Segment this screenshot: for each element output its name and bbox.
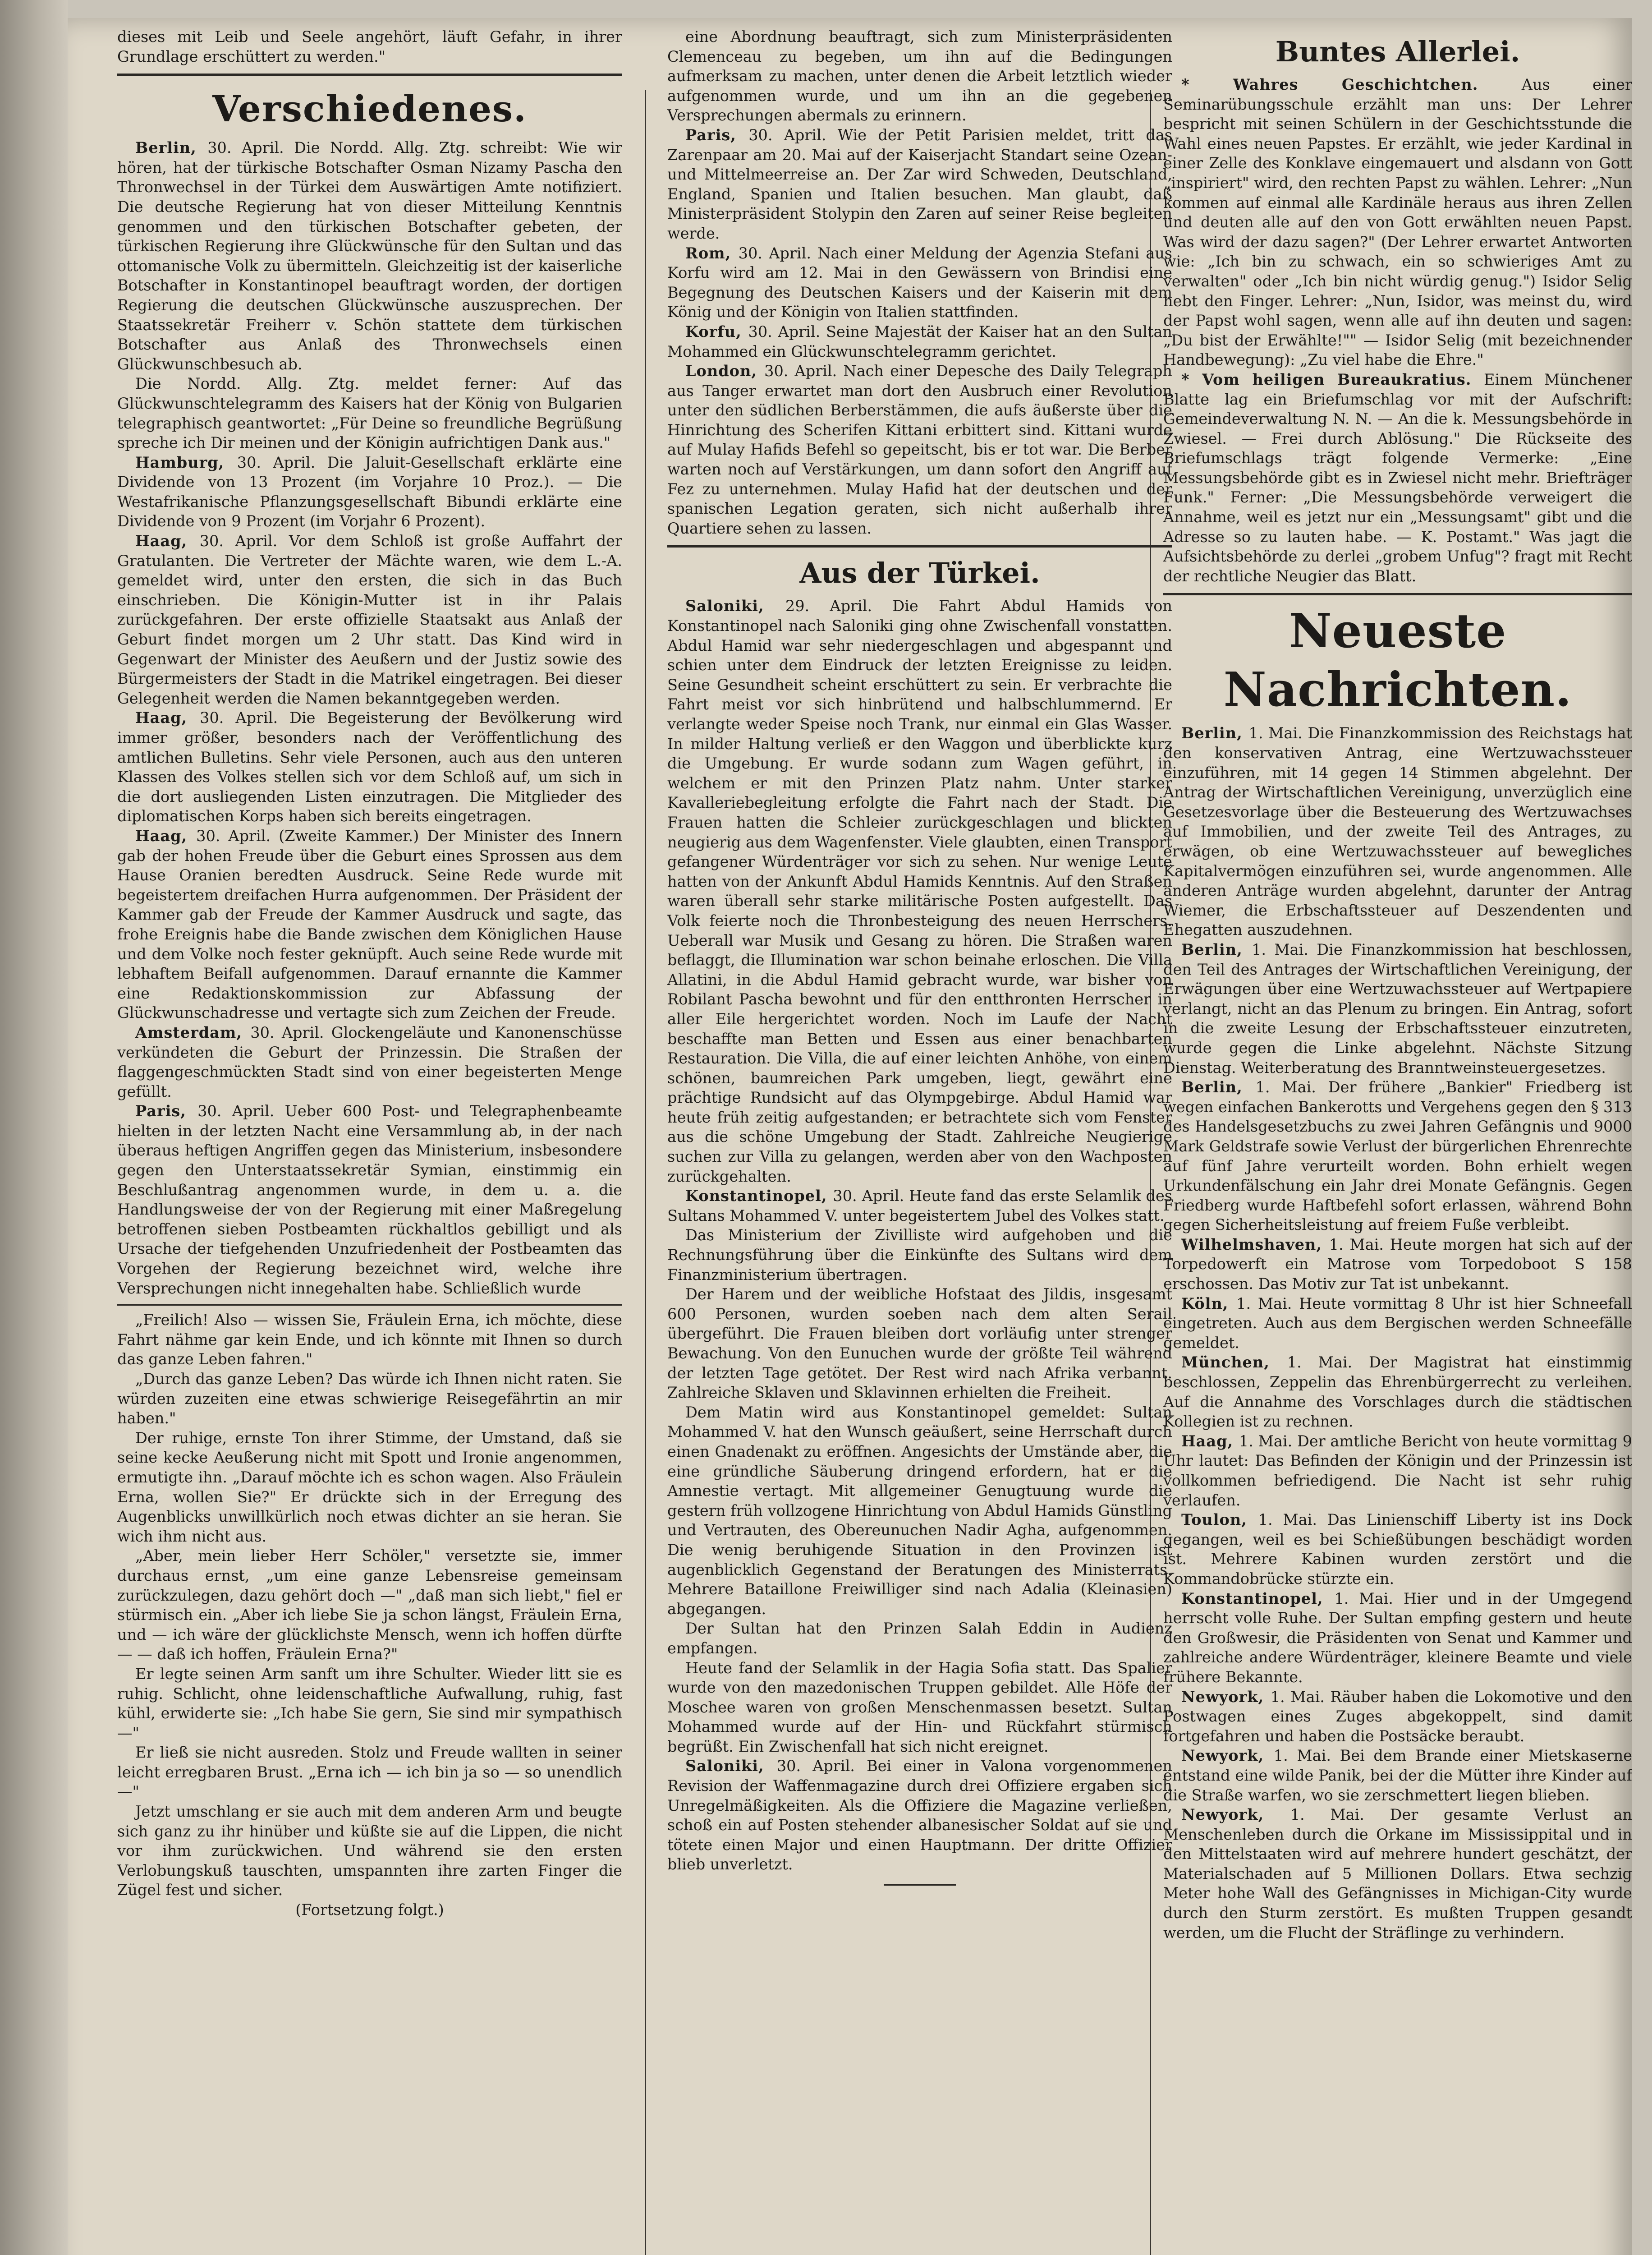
- article-paragraph: [117, 531, 622, 708]
- article-paragraph: [667, 27, 1172, 125]
- news-list: [1163, 75, 1632, 586]
- article-text: 30. April. (Zweite Kammer.) Der Minister des Innern gab der hohen Freude über die Geburt eines Sprossen aus dem Hause Oranien beredten Ausdruck. Seine Rede wurde mit begeistertem dreifachen Hurra aufgenommen. Der Präsident der Kammer gab der Freude der Kammer Ausdruck und sagte, das frohe Ereignis habe die Bande zwischen dem Königlichen Hause und dem Volke noch fester geknüpft. Auch seine Rede wurde mit lebhaftem Beifall aufgenommen. Darauf ernannte die Kammer eine Redaktionskommission zur Abfassung der Glückwunschadresse und vertagte sich zum Zeichen der Freude.: [117, 827, 622, 1022]
- column-2: [667, 27, 1172, 2255]
- dateline: Haag,: [135, 532, 200, 550]
- article-text: 30. April. Vor dem Schloß ist große Auffahrt der Gratulanten. Die Vertreter der Mächte waren, wie dem L.-A. gemeldet wird, unter den ersten, die sich in das Buch einschrieben. Die Königin-Mutter ist in ihr Palais zurückgefahren. Der erste offizielle Staatsakt aus Anlaß der Geburt findet morgen um 2 Uhr statt. Das Kind wird in Gegenwart der Minister des Aeußern und der Justiz sowie des Bürgermeisters der Stadt in die Matrikel eingetragen. Bei dieser Gelegenheit werden die Namen bekanntgegeben werden.: [117, 532, 622, 707]
- intro-text: dieses mit Leib und Seele angehört, läuft Gefahr, in ihrer Grundlage erschüttert zu werden.": [117, 28, 622, 65]
- dateline: Newyork,: [1181, 1806, 1290, 1824]
- dateline: Wilhelmshaven,: [1181, 1235, 1329, 1253]
- dateline: Konstantinopel,: [685, 1187, 833, 1205]
- article-text: 1. Mai. Der frühere „Bankier" Friedberg ist wegen einfachen Bankerotts und Vergehens gegen den § 313 des Handelsgesetzbuchs zu zwei Jahren Gefängnis und 9000 Mark Geldstrafe sowie Verlust der bürgerlichen Ehrenrechte auf fünf Jahre verurteilt worden. Bohn erhielt wegen Urkundenfälschung ein Jahr drei Monate Gefängnis. Gegen Friedberg wurde Haftbefehl sofort erlassen, während Bohn gegen Sicherheitsleistung auf freiem Fuße verbleibt.: [1163, 1078, 1632, 1234]
- dateline: Konstantinopel,: [1181, 1589, 1335, 1607]
- dateline: London,: [685, 362, 765, 380]
- end-rule: [884, 1884, 956, 1886]
- section-heading-buntes-allerlei: Buntes Allerlei.: [1275, 35, 1520, 68]
- article-text: 29. April. Die Fahrt Abdul Hamids von Konstantinopel nach Saloniki ging ohne Zwischenfall vonstatten. Abdul Hamid war sehr niedergeschlagen und abgespannt und schien unter dem Eindruck der letzten Ereignisse zu leiden. Seine Gesundheit scheint erschüttert zu sein. Er verbrachte die Fahrt meist vor sich hinbrütend und halbschlummernd. Er verlangte weder Speise noch Trank, nur einmal ein Glas Wasser. In milder Haltung verließ er den Waggon und überblickte kurz die Umgebung. Er wurde sodann zum Wagen geführt, in welchem er mit den Prinzen Platz nahm. Unter starker Kavalleriebegleitung erfolgte die Fahrt nach der Stadt. Die Frauen hatten die Schleier zurückgeschlagen und blickten neugierig aus dem Wagenfenster. Viele glaubten, einen Transport gefangener Würdenträger vor sich zu sehen. Nur wenige Leute hatten von der Ankunft Abdul Hamids Kenntnis. Auf den Straßen waren überall sehr starke militärische Posten aufgestellt. Das Volk feierte noch die Thronbesteigung des neuen Herrschers. Ueberall war Musik und Gesang zu hören. Die Straßen waren beflaggt, die Illumination war schon beinahe erloschen. Die Villa Allatini, in die Abdul Hamid gebracht wurde, war bisher von Robilant Pascha bewohnt und für den entthronten Herrscher in aller Eile hergerichtet worden. Noch im Laufe der Nacht beschaffte man Betten und Essen aus einer benachbarten Restauration. Die Villa, die auf einer leichten Anhöhe, von einem schönen, baumreichen Park umgeben, liegt, gewährt eine prächtige Rundsicht auf das Olympgebirge. Abdul Hamid war heute früh zeitig aufgestanden; er betrachtete sich vom Fenster aus die schöne Umgebung der Stadt. Zahlreiche Neugierige suchen zur Villa zu gelangen, werden aber von den Wachposten zurückgehalten.: [667, 597, 1172, 1185]
- section-heading-verschiedenes: Verschiedenes.: [212, 87, 527, 130]
- article-paragraph: [667, 1186, 1172, 1225]
- article-text: Heute fand der Selamlik in der Hagia Sofia statt. Das Spalier wurde von den mazedonischen Truppen gebildet. Alle Höfe der Moschee waren von großen Menschenmassen besetzt. Sultan Mohammed wurde auf der Hin- und Rückfahrt stürmisch begrüßt. Ein Zwischenfall hat sich nicht ereignet.: [667, 1659, 1172, 1755]
- dateline: Korfu,: [685, 322, 748, 341]
- article-text: 30. April. Ueber 600 Post- und Telegraphenbeamte hielten in der letzten Nacht eine Versammlung ab, in der nach überaus heftigen Angriffen gegen das Ministerium, insbesondere gegen den Unterstaatssekretär Symian, einstimmig ein Beschlußantrag angenommen wurde, in dem u. a. die Handlungsweise der von der Regierung mit einer Maßregelung betroffenen sieben Postbeamten rückhaltlos gebilligt und als Ursache der tiefgehenden Unzufriedenheit der Postbeamten das Vorgehen der Regierung bezeichnet wird, welche ihre Versprechungen nicht innegehalten habe. Schließlich wurde: [117, 1102, 622, 1297]
- dateline: * Wahres Geschichtchen.: [1181, 76, 1522, 93]
- article-text: Aus einer Seminarübungsschule erzählt man uns: Der Lehrer bespricht mit seinen Schülern in der Geschichtsstunde die Wahl eines neuen Papstes. Er erzählt, wie jeder Kardinal in einer Zelle des Konklave eingemauert und alsdann von Gott „inspiriert" wird, den rechten Papst zu wählen. Lehrer: „Nun kommen auf einmal alle Kardinäle heraus aus ihren Zellen und deuten alle auf den von Gott erwählten neuen Papst. Was wird der dazu sagen?" (Der Lehrer erwartet Antworten wie: „Ich bin zu schwach, ein so schwieriges Amt zu verwalten" oder „Ich bin nicht würdig genug.") Isidor Selig hebt den Finger. Lehrer: „Nun, Isidor, was meinst du, wird der Papst wohl sagen, wenn alle auf ihn deuten und sagen: „Du bist der Erwählte!"" — Isidor Selig (mit bezeichnender Handbewegung): „Zu viel habe die Ehre.": [1163, 76, 1632, 369]
- article-paragraph: [667, 1284, 1172, 1403]
- article-text: 30. April. Wie der Petit Parisien meldet, tritt das Zarenpaar am 20. Mai auf der Kaiserjacht Standart seine Ozean- und Mittelmeerreise an. Der Zar wird Schweden, Deutschland, England, Spanien und Italien besuchen. Man glaubt, daß Ministerpräsident Stolypin den Zaren auf seiner Reise begleiten werde.: [667, 126, 1172, 242]
- article-paragraph: [1163, 723, 1632, 940]
- article-paragraph: [667, 596, 1172, 1186]
- article-paragraph: [1163, 1805, 1632, 1942]
- article-text: 1. Mai. Heute vormittag 8 Uhr ist hier Schneefall eingetreten. Auch aus dem Bergischen werden Schneefälle gemeldet.: [1163, 1294, 1632, 1352]
- article-paragraph: [1163, 370, 1632, 586]
- dateline: Toulon,: [1181, 1511, 1258, 1529]
- article-paragraph: [117, 826, 622, 1023]
- dateline: Rom,: [685, 244, 739, 262]
- section-heading-tuerkei: Aus der Türkei.: [799, 557, 1040, 590]
- dateline: Haag,: [135, 709, 200, 727]
- article-text: 30. April. Glockengeläute und Kanonenschüsse verkündeten die Geburt der Prinzessin. Die Straßen der flaggengeschmückten Stadt sind von einer begeisterten Menge gefüllt.: [117, 1023, 622, 1100]
- story-paragraph: „Aber, mein lieber Herr Schöler," versetzte sie, immer durchaus ernst, „um eine ganze Lebensreise gemeinsam zurückzulegen, dazu gehört doch —" „daß man sich liebt," fiel er stürmisch ein. „Aber ich liebe Sie ja schon längst, Fräulein Erna, und — ich wäre der glücklichste Mensch, wenn ich hoffen dürfte — — daß ich hoffen, Fräulein Erna?": [117, 1547, 622, 1663]
- dateline: Köln,: [1181, 1294, 1237, 1312]
- section-heading-neueste-nachrichten: Neueste Nachrichten.: [1223, 603, 1572, 718]
- article-text: 1. Mai. Bei dem Brande einer Mietskaserne entstand eine wilde Panik, bei der die Mütter ihre Kinder auf die Straße warfen, wo sie zerschmettert liegen blieben.: [1163, 1747, 1632, 1804]
- story-paragraph: „Freilich! Also — wissen Sie, Fräulein Erna, ich möchte, diese Fahrt nähme gar kein Ende, und ich könnte mit Ihnen so durch das ganze Leben fahren.": [117, 1311, 622, 1368]
- column-1: [117, 27, 622, 2255]
- article-paragraph: [1163, 1077, 1632, 1235]
- article-text: Die Nordd. Allg. Ztg. meldet ferner: Auf das Glückwunschtelegramm des Kaisers hat der König von Bulgarien telegraphisch geantwortet: „Für Deine so freundliche Begrüßung spreche ich Dir meinen und der Königin aufrichtigen Dank aus.": [117, 375, 622, 452]
- dateline: München,: [1181, 1353, 1287, 1371]
- column-3: [1163, 27, 1632, 2255]
- article-text: Der Harem und der weibliche Hofstaat des Jildis, insgesamt 600 Personen, wurden soeben nach dem alten Serail übergeführt. Die Frauen bleiben dort vorläufig unter strenger Bewachung. Von den Eunuchen wurde der größte Teil während der letzten Tage getötet. Der Rest wird nach Afrika verbannt. Zahlreiche Sklaven und Sklavinnen erhielten die Freiheit.: [667, 1285, 1172, 1402]
- article-paragraph: [667, 1403, 1172, 1619]
- article-text: 30. April. Heute fand das erste Selamlik des Sultans Mohammed V. unter begeistertem Jubel des Volkes statt.: [667, 1187, 1172, 1224]
- dateline: Haag,: [1181, 1432, 1239, 1450]
- article-paragraph: [117, 1101, 622, 1298]
- article-text: 1. Mai. Räuber haben die Lokomotive und den Postwagen eines Zuges abgekoppelt, sind damit fortgefahren und haben die Postsäcke beraubt.: [1163, 1688, 1632, 1745]
- article-text: eine Abordnung beauftragt, sich zum Ministerpräsidenten Clemenceau zu begeben, um ihn auf die Bedingungen aufmerksam zu machen, unter denen die Arbeit letztlich wieder aufgenommen wurde, und um ihn an die gegebenen Versprechungen abermals zu erinnern.: [667, 28, 1172, 124]
- dateline: Saloniki,: [685, 1757, 777, 1775]
- article-paragraph: [117, 374, 622, 452]
- news-list: [667, 596, 1172, 1874]
- dateline: Newyork,: [1181, 1688, 1271, 1706]
- article-text: 1. Mai. Hier und in der Umgegend herrscht volle Ruhe. Der Sultan empfing gestern und heute den Großwesir, die Präsidenten von Senat und Kammer und zahlreiche andere Würdenträger, kleinere Beamte und viele frühere Bekannte.: [1163, 1589, 1632, 1686]
- divider: [117, 1304, 622, 1306]
- dateline: Saloniki,: [685, 597, 785, 615]
- dateline: Haag,: [135, 827, 197, 845]
- article-paragraph: [117, 138, 622, 374]
- article-paragraph: [1163, 1510, 1632, 1588]
- article-paragraph: [667, 1619, 1172, 1658]
- article-text: 1. Mai. Die Finanzkommission des Reichstags hat den konservativen Antrag, eine Wertzuwachssteuer einzuführen, mit 14 gegen 14 Stimmen abgelehnt. Der Antrag der Wirtschaftlichen Vereinigung, unverzüglich eine Gesetzesvorlage über die Besteuerung des Wertzuwachses auf Immobilien, und der zweite Teil des Antrages, zu erwägen, ob eine Wertzuwachssteuer auf bewegliches Kapitalvermögen einzuführen sei, wurde angenommen. Alle anderen Anträge wurden abgelehnt, darunter der Antrag Wiemer, die Erbschaftssteuer auf Deszendenten und Ehegatten auszudehnen.: [1163, 724, 1632, 939]
- article-paragraph: [1163, 75, 1632, 370]
- divider: [117, 74, 622, 76]
- dateline: Berlin,: [135, 139, 208, 157]
- article-paragraph: [1163, 940, 1632, 1077]
- article-text: 1. Mai. Das Linienschiff Liberty ist ins Dock gegangen, weil es bei Schießübungen beschädigt worden ist. Mehrere Kabinen wurden zerstört und die Kommandobrücke stürzte ein.: [1163, 1511, 1632, 1588]
- article-text: 1. Mai. Der Magistrat hat einstimmig beschlossen, Zeppelin das Ehrenbürgerrecht zu verleihen. Auf die Annahme des Vorschlages durch die städtischen Kollegien ist zu rechnen.: [1163, 1353, 1632, 1431]
- article-paragraph: [667, 244, 1172, 322]
- story-paragraph: „Durch das ganze Leben? Das würde ich Ihnen nicht raten. Sie würden zuzeiten eine etwas schwierige Reisegefährtin an mir haben.": [117, 1370, 622, 1427]
- article-paragraph: [667, 1225, 1172, 1284]
- article-text: 30. April. Seine Majestät der Kaiser hat an den Sultan Mohammed ein Glückwunschtelegramm gerichtet.: [667, 322, 1172, 360]
- article-text: 30. April. Die Nordd. Allg. Ztg. schreibt: Wie wir hören, hat der türkische Botschafter Osman Nizamy Pascha den Thronwechsel in der Türkei dem Auswärtigen Amte notifiziert. Die deutsche Regierung hat von dieser Mitteilung Kenntnis genommen und den türkischen Botschafter gebeten, der türkischen Regierung ihre Glückwünsche für den Sultan und das ottomanische Volk zu übermitteln. Gleichzeitig ist der kaiserliche Botschafter in Konstantinopel beauftragt worden, der dortigen Regierung die deutschen Glückwünsche auszusprechen. Der Staatssekretär Freiherr v. Schön stattete dem türkischen Botschafter aus Anlaß des Thronwechsels einen Glückwunschbesuch ab.: [117, 139, 622, 373]
- article-paragraph: [117, 708, 622, 826]
- article-text: 30. April. Die Jaluit-Gesellschaft erklärte eine Dividende von 13 Prozent (im Vorjahre 10 Proz.). — Die Westafrikanische Pflanzungsgesellschaft Bibundi erklärte eine Dividende von 9 Prozent (im Vorjahr 6 Prozent).: [117, 453, 622, 530]
- book-binding: [0, 0, 68, 2255]
- story-paragraph: Er ließ sie nicht ausreden. Stolz und Freude wallten in seiner leicht erregbaren Brust. „Erna ich — ich bin ja so — so unendlich —": [117, 1744, 622, 1801]
- article-paragraph: [1163, 1746, 1632, 1805]
- article-text: 30. April. Bei einer in Valona vorgenommenen Revision der Waffenmagazine durch drei Offiziere ergaben sich Unregelmäßigkeiten. Als die Offiziere die Magazine verließen, schoß ein auf Posten stehender albanesischer Soldat auf sie und tötete einen Major und einen Hauptmann. Der dritte Offizier blieb unverletzt.: [667, 1757, 1172, 1873]
- article-paragraph: [667, 1756, 1172, 1874]
- dateline: Amsterdam,: [135, 1023, 251, 1041]
- article-paragraph: [1163, 1589, 1632, 1687]
- article-paragraph: [1163, 1431, 1632, 1510]
- news-list: [667, 27, 1172, 538]
- article-text: 30. April. Die Begeisterung der Bevölkerung wird immer größer, besonders nach der Veröffentlichung des amtlichen Bulletins. Sehr viele Personen, auch aus den unteren Klassen des Volkes stellen sich vor dem Schloß auf, um sich in die dort ausliegenden Listen einzutragen. Die Mitglieder des diplomatischen Korps haben sich bereits eingetragen.: [117, 709, 622, 825]
- dateline: Hamburg,: [135, 453, 237, 471]
- news-list: [1163, 723, 1632, 1942]
- article-paragraph: [667, 1658, 1172, 1757]
- dateline: Berlin,: [1181, 724, 1249, 742]
- dateline: Newyork,: [1181, 1747, 1274, 1765]
- article-paragraph: [667, 125, 1172, 244]
- article-text: 1. Mai. Der amtliche Bericht von heute vormittag 9 Uhr lautet: Das Befinden der Königin und der Prinzessin ist vollkommen befriedigend. Die Nacht ist sehr ruhig verlaufen.: [1163, 1432, 1632, 1509]
- story-continuation: (Fortsetzung folgt.): [295, 1901, 444, 1919]
- divider: [667, 545, 1172, 548]
- dateline: Paris,: [135, 1102, 198, 1120]
- article-paragraph: [1163, 1294, 1632, 1353]
- article-paragraph: [1163, 1235, 1632, 1294]
- article-paragraph: [1163, 1687, 1632, 1746]
- dateline: Paris,: [685, 126, 749, 144]
- article-text: Das Ministerium der Zivilliste wird aufgehoben und die Rechnungsführung über die Einkünfte des Sultans wird dem Finanzministerium übertragen.: [667, 1226, 1172, 1284]
- article-paragraph: [667, 322, 1172, 361]
- article-text: 1. Mai. Heute morgen hat sich auf der Torpedowerft ein Matrose vom Torpedoboot S 158 erschossen. Das Motiv zur Tat ist unbekannt.: [1163, 1235, 1632, 1293]
- article-text: Einem Münchener Blatte lag ein Briefumschlag vor mit der Aufschrift: Gemeindeverwaltung N. N. — An die k. Messungsbehörde in Zwiesel. — Frei durch Ablösung." Die Rückseite des Briefumschlags trägt folgende Vermerke: „Eine Messungsbehörde gibt es in Zwiesel nicht mehr. Briefträger Funk." Ferner: „Die Messungsbehörde verweigert die Annahme, weil es jetzt nur ein „Messungsamt" gibt und die Adresse so zu lauten habe. — K. Postamt." Was jagt die Aufsichtsbehörde zu derlei „grobem Unfug"? fragt mit Recht der rechtliche Neugier das Blatt.: [1163, 370, 1632, 585]
- article-paragraph: [117, 453, 622, 531]
- serial-story: [117, 1310, 622, 1900]
- article-text: 30. April. Nach einer Depesche des Daily Telegraph aus Tanger erwartet man dort den Ausbruch einer Revolution unter den südlichen Berberstämmen, die aufs äußerste über die Hinrichtung des Scherifen Kittani erbittert sind. Kittani wurde auf Mulay Hafids Befehl so gepeitscht, bis er tot war. Die Berber warten noch auf Verstärkungen, um dann sofort den Angriff auf Fez zu unternehmen. Mulay Hafid hat der deutschen und der spanischen Legation geraten, sich nicht außerhalb ihrer Quartiere sehen zu lassen.: [667, 362, 1172, 537]
- article-text: 30. April. Nach einer Meldung der Agenzia Stefani aus Korfu wird am 12. Mai in den Gewässern von Brindisi eine Begegnung des Deutschen Kaisers und der Kaiserin mit dem König und der Königin von Italien stattfinden.: [667, 244, 1172, 321]
- article-text: Der Sultan hat den Prinzen Salah Eddin in Audienz empfangen.: [667, 1620, 1172, 1657]
- story-paragraph: Jetzt umschlang er sie auch mit dem anderen Arm und beugte sich ganz zu ihr hinüber und küßte sie auf die Lippen, die nicht vor ihm zurückwichen. Und während sie den ersten Verlobungskuß tauschten, umspannten ihre zarten Finger die Zügel fest und sicher.: [117, 1803, 622, 1899]
- article-text: Dem Matin wird aus Konstantinopel gemeldet: Sultan Mohammed V. hat den Wunsch geäußert, seine Herrschaft durch einen Gnadenakt zu eröffnen. Angesichts der Umstände aber, die eine gründliche Säuberung dringend erfordern, hat er die Amnestie vertagt. Mit allgemeiner Genugtuung wurde die gestern früh vollzogene Hinrichtung von Abdul Hamids Günstling und Vertrauten, des Obereunuchen Nadir Agha, aufgenommen. Die wenig beruhigende Situation in den Provinzen ist augenblicklich Gegenstand der Beratungen des Ministerrats. Mehrere Bataillone Freiwilliger sind nach Adalia (Kleinasien) abgegangen.: [667, 1403, 1172, 1618]
- dateline: Berlin,: [1181, 1078, 1256, 1096]
- story-paragraph: Er legte seinen Arm sanft um ihre Schulter. Wieder litt sie es ruhig. Schlicht, ohne leidenschaftliche Aufwallung, ruhig, fast kühl, erwiderte sie: „Ich habe Sie gern, Sie sind mir sympathisch —": [117, 1665, 622, 1742]
- article-paragraph: [1163, 1353, 1632, 1431]
- dateline: * Vom heiligen Bureaukratius.: [1181, 370, 1484, 388]
- story-paragraph: Der ruhige, ernste Ton ihrer Stimme, der Umstand, daß sie seine kecke Aeußerung nicht mit Spott und Ironie angenommen, ermutigte ihn. „Darauf möchte ich es schon wagen. Also Fräulein Erna, wollen Sie?" Er drückte sich in der Erregung des Augenblicks unwillkürlich noch etwas dichter an sie heran. Sie wich ihm nicht aus.: [117, 1429, 622, 1545]
- dateline: Berlin,: [1181, 940, 1252, 958]
- article-paragraph: [117, 1023, 622, 1101]
- article-text: 1. Mai. Die Finanzkommission hat beschlossen, den Teil des Antrages der Wirtschaftlichen Vereinigung, der Erwägungen über eine Wertzuwachssteuer auf Wertpapiere verlangt, nicht an das Plenum zu bringen. Ein Antrag, sofort in die zweite Lesung der Erbschaftssteuer einzutreten, wurde gegen die Linke abgelehnt. Nächste Sitzung Dienstag. Weiterberatung des Branntweinsteuergesetzes.: [1163, 940, 1632, 1077]
- divider: [1163, 593, 1632, 595]
- column-divider: [645, 90, 646, 2255]
- news-list: [117, 138, 622, 1298]
- article-text: 1. Mai. Der gesamte Verlust an Menschenleben durch die Orkane im Mississippital und in den Mittelstaaten wird auf mehrere hundert geschätzt, der Materialschaden auf 5 Millionen Dollars. Etwa sechzig Meter hohe Wall des Gefängnisses in Michigan-City wurde durch den Sturm zerstört. Es mußten Truppen gesandt werden, um die Flucht der Sträflinge zu verhindern.: [1163, 1806, 1632, 1942]
- article-paragraph: [667, 361, 1172, 538]
